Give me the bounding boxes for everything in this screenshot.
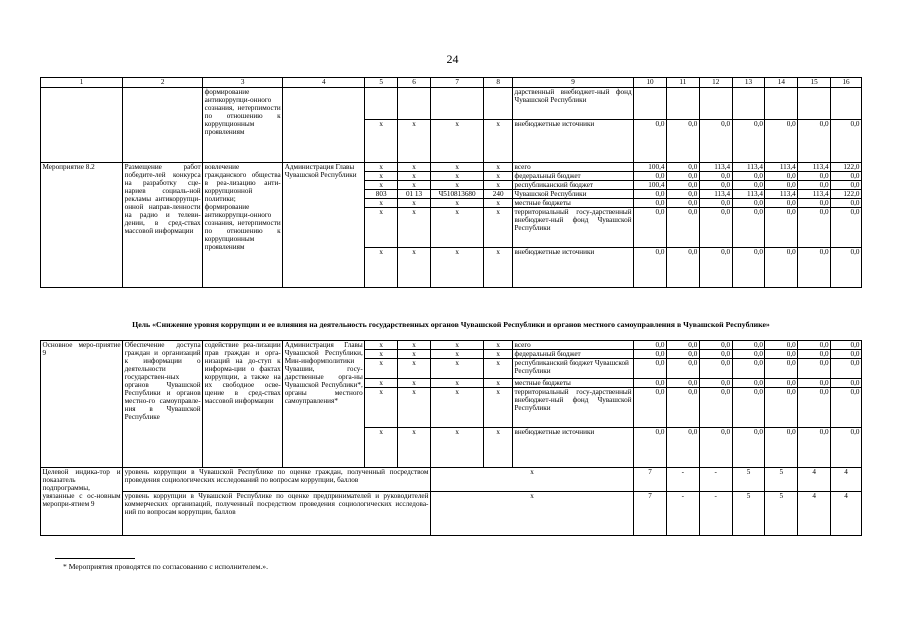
value-cell: 0,0 [634,388,667,428]
value-cell: 0,0 [634,350,667,359]
code-cell: 01 13 [398,190,431,199]
value-cell: 0,0 [666,208,699,248]
code-cell: x [430,379,483,388]
value-cell: 100,4 [634,163,667,172]
code-cell: x [430,428,483,468]
code-cell: x [430,208,483,248]
source-cell: республиканский бюджет Чувашской Республики [513,359,634,379]
code-cell: x [365,341,398,350]
col-number: 15 [798,78,831,88]
code-cell: x [398,248,431,288]
value-cell: 0,0 [831,350,862,359]
value-cell: 0,0 [699,120,732,163]
col-number: 9 [513,78,634,88]
indicator-value: - [699,492,732,536]
empty-cell [634,88,667,120]
goal-heading: Цель «Снижение уровня коррупции и ее влияния на деятельность государственных органов Чувашской Республики и органов местного самоуправления в Чувашской Республике» [132,320,770,329]
value-cell: 0,0 [699,379,732,388]
value-cell: 0,0 [699,428,732,468]
value-cell: 0,0 [666,350,699,359]
code-cell: x [365,379,398,388]
value-cell: 0,0 [765,208,798,248]
code-cell: x [398,350,431,359]
col-number: 14 [765,78,798,88]
indicator-text: уровень коррупции в Чувашской Республике по оценке предпринимателей и руководителей коммерческих организаций, полученный посредством проведения социологических исследова-ний по вопросам коррупции, баллов [123,492,431,536]
empty-cell [398,88,431,120]
table-row [41,341,862,350]
code-cell: x [365,172,398,181]
indicator-value: - [666,492,699,536]
indicator-value: 7 [634,492,667,536]
value-cell: 113,4 [798,190,831,199]
source-cell: внебюджетные источники [513,120,634,163]
source-cell: всего [513,341,634,350]
source-cell: территориальный госу-дарственный внебюджет-ный фонд Чувашской Республики [513,208,634,248]
code-cell: x [430,172,483,181]
value-cell: 0,0 [666,341,699,350]
code-cell: x [365,350,398,359]
value-cell: 0,0 [666,379,699,388]
value-cell: 113,4 [732,163,765,172]
code-cell: x [398,341,431,350]
value-cell: 122,0 [831,190,862,199]
col-number: 5 [365,78,398,88]
value-cell: 0,0 [732,350,765,359]
code-cell: x [398,199,431,208]
indicator-row [41,492,862,536]
code-cell: x [398,172,431,181]
value-cell: 0,0 [831,428,862,468]
indicator-value: 4 [831,468,862,492]
value-cell: 0,0 [798,341,831,350]
value-cell: 0,0 [765,120,798,163]
value-cell: 0,0 [699,248,732,288]
footnote: * Мероприятия проводятся по согласованию с исполнителем.». [63,562,268,571]
empty-cell [666,88,699,120]
value-cell: 0,0 [666,181,699,190]
value-cell: 0,0 [765,248,798,288]
indicator-value: 4 [798,468,831,492]
code-cell: x [484,341,513,350]
main-event-desc: Обеспечение доступа граждан и организаций к информации о деятельности государствен-ных органов Чувашской Республики и органов местно-го самоуправле-ния в Чувашской Республике [123,341,203,468]
value-cell: 0,0 [831,248,862,288]
empty-cell [484,88,513,120]
source-cell: всего [513,163,634,172]
value-cell: 0,0 [831,208,862,248]
code-cell: x [398,163,431,172]
code-cell: Ч510813680 [430,190,483,199]
value-cell: 0,0 [732,359,765,379]
source-cell: дарственный внебюджет-ный фонд Чувашской Республики [513,88,634,120]
code-cell: x [484,248,513,288]
value-cell: 0,0 [699,388,732,428]
value-cell: 113,4 [765,163,798,172]
indicator-x: x [430,468,633,492]
indicator-value: 4 [831,492,862,536]
main-event-goal: содействие реа-лизации прав граждан и орга-низаций на до-ступ к информа-ции о фактах коррупции, а также на их свободное осве-щение в сред-ствах массовой информации [203,341,283,468]
code-cell: x [484,181,513,190]
col-number: 2 [123,78,203,88]
value-cell: 0,0 [831,120,862,163]
code-cell: x [365,199,398,208]
code-cell: x [430,248,483,288]
value-cell: 0,0 [765,359,798,379]
code-cell: x [365,163,398,172]
value-cell: 100,4 [634,181,667,190]
table-row [41,88,862,120]
source-cell: территориальный госу-дарственный внебюджет-ный фонд Чувашской Республики [513,388,634,428]
event-exec: Администрация Главы Чувашской Республики [283,163,365,288]
empty-cell [831,88,862,120]
value-cell: 0,0 [831,172,862,181]
value-cell: 0,0 [634,341,667,350]
value-cell: 0,0 [634,248,667,288]
code-cell: x [398,359,431,379]
code-cell: x [398,208,431,248]
empty-cell [123,88,203,163]
value-cell: 0,0 [732,388,765,428]
code-cell: x [430,359,483,379]
value-cell: 0,0 [831,359,862,379]
code-cell: x [398,379,431,388]
col-number: 11 [666,78,699,88]
empty-cell [41,88,123,163]
value-cell: 0,0 [634,208,667,248]
value-cell: 113,4 [699,190,732,199]
budget-table-top [40,77,862,288]
indicator-value: 5 [732,492,765,536]
value-cell: 0,0 [666,163,699,172]
value-cell: 0,0 [831,181,862,190]
value-cell: 0,0 [699,341,732,350]
source-cell: республиканский бюджет [513,181,634,190]
value-cell: 0,0 [732,199,765,208]
code-cell: x [484,172,513,181]
value-cell: 0,0 [798,199,831,208]
code-cell: x [484,199,513,208]
value-cell: 0,0 [765,199,798,208]
value-cell: 113,4 [732,190,765,199]
value-cell: 0,0 [765,350,798,359]
value-cell: 0,0 [666,388,699,428]
value-cell: 0,0 [634,379,667,388]
value-cell: 0,0 [732,172,765,181]
value-cell: 0,0 [831,341,862,350]
code-cell: x [398,120,431,163]
source-cell: внебюджетные источники [513,428,634,468]
value-cell: 0,0 [732,208,765,248]
code-cell: x [484,388,513,428]
value-cell: 113,4 [798,163,831,172]
indicator-value: - [699,468,732,492]
indicator-x: x [430,492,633,536]
value-cell: 0,0 [765,428,798,468]
value-cell: 113,4 [765,190,798,199]
value-cell: 0,0 [765,341,798,350]
empty-cell [699,88,732,120]
value-cell: 0,0 [798,359,831,379]
event-desc: Размещение работ победите-лей конкурса на разработку сце-нариев социаль-ной рекламы антикоррупци-онной направ-ленности на радио и телеви-дении, в сред-ствах массовой информации [123,163,203,288]
col-number: 12 [699,78,732,88]
goal-cell: формирование антикоррупци-онного сознания, нетерпимости по отношению к коррупционным проявлениям [203,88,283,163]
main-event-exec: Администрация Главы Чувашской Республики, Мин-информполитики Чувашии, госу-дарственные орга-ны Чувашской Республики*, органы местного самоуправления* [283,341,365,468]
code-cell: x [398,181,431,190]
main-event-name: Основное меро-приятие 9 [41,341,123,468]
value-cell: 0,0 [666,248,699,288]
col-number: 8 [484,78,513,88]
column-number-row [41,78,862,88]
col-number: 1 [41,78,123,88]
page-number: 24 [446,52,459,66]
value-cell: 0,0 [831,199,862,208]
col-number: 7 [430,78,483,88]
code-cell: x [430,199,483,208]
value-cell: 0,0 [798,428,831,468]
source-cell: федеральный бюджет [513,172,634,181]
code-cell: 803 [365,190,398,199]
source-cell: местные бюджеты [513,199,634,208]
code-cell: x [365,388,398,428]
source-cell: федеральный бюджет [513,350,634,359]
code-cell: x [484,379,513,388]
code-cell: x [484,428,513,468]
col-number: 10 [634,78,667,88]
value-cell: 0,0 [732,120,765,163]
empty-cell [365,88,398,120]
value-cell: 0,0 [699,199,732,208]
value-cell: 0,0 [634,359,667,379]
value-cell: 0,0 [666,190,699,199]
value-cell: 0,0 [798,120,831,163]
empty-cell [798,88,831,120]
indicator-value: 5 [765,468,798,492]
value-cell: 0,0 [666,172,699,181]
table-row [41,163,862,172]
indicator-row [41,468,862,492]
value-cell: 0,0 [765,379,798,388]
value-cell: 0,0 [765,172,798,181]
source-cell: местные бюджеты [513,379,634,388]
value-cell: 0,0 [634,190,667,199]
indicator-value: 5 [765,492,798,536]
value-cell: 0,0 [831,388,862,428]
value-cell: 0,0 [732,379,765,388]
value-cell: 0,0 [699,350,732,359]
value-cell: 0,0 [666,359,699,379]
indicator-text: уровень коррупции в Чувашской Республике по оценке граждан, полученный посредством проведения социологических исследований по вопросам коррупции, баллов [123,468,431,492]
col-number: 6 [398,78,431,88]
code-cell: x [484,350,513,359]
value-cell: 0,0 [798,388,831,428]
empty-cell [765,88,798,120]
code-cell: x [484,208,513,248]
value-cell: 0,0 [765,388,798,428]
indicator-value: - [666,468,699,492]
col-number: 4 [283,78,365,88]
event-name: Мероприятие 8.2 [41,163,123,288]
event-goal: вовлечение гражданского общества в реа-лизацию анти-коррупционной политики; формирование антикоррупци-онного сознания, нетерпимости по отношению к коррупционным проявлениям [203,163,283,288]
value-cell: 113,4 [699,163,732,172]
value-cell: 0,0 [831,379,862,388]
code-cell: x [430,120,483,163]
col-number: 16 [831,78,862,88]
code-cell: x [430,388,483,428]
code-cell: x [430,181,483,190]
code-cell: x [365,120,398,163]
value-cell: 0,0 [732,248,765,288]
code-cell: x [430,163,483,172]
value-cell: 0,0 [798,350,831,359]
code-cell: x [484,120,513,163]
code-cell: x [365,208,398,248]
value-cell: 0,0 [732,428,765,468]
empty-cell [430,88,483,120]
empty-cell [732,88,765,120]
value-cell: 0,0 [634,172,667,181]
value-cell: 0,0 [699,181,732,190]
col-number: 3 [203,78,283,88]
value-cell: 0,0 [798,172,831,181]
footnote-divider [55,558,135,559]
indicator-value: 4 [798,492,831,536]
code-cell: x [365,359,398,379]
value-cell: 0,0 [732,181,765,190]
indicator-value: 5 [732,468,765,492]
source-cell: внебюджетные источники [513,248,634,288]
value-cell: 0,0 [798,208,831,248]
budget-table-bottom [40,340,862,536]
indicator-value: 7 [634,468,667,492]
code-cell: x [430,350,483,359]
value-cell: 0,0 [666,428,699,468]
code-cell: x [398,388,431,428]
col-number: 13 [732,78,765,88]
code-cell: x [484,359,513,379]
value-cell: 122,0 [831,163,862,172]
code-cell: x [430,341,483,350]
code-cell: x [365,181,398,190]
value-cell: 0,0 [699,172,732,181]
value-cell: 0,0 [798,248,831,288]
code-cell: 240 [484,190,513,199]
value-cell: 0,0 [634,199,667,208]
value-cell: 0,0 [798,379,831,388]
value-cell: 0,0 [634,120,667,163]
code-cell: x [398,428,431,468]
value-cell: 0,0 [765,181,798,190]
value-cell: 0,0 [798,181,831,190]
value-cell: 0,0 [732,341,765,350]
value-cell: 0,0 [699,359,732,379]
code-cell: x [365,248,398,288]
source-cell: Чувашской Республики [513,190,634,199]
empty-cell [283,88,365,163]
value-cell: 0,0 [666,199,699,208]
code-cell: x [365,428,398,468]
value-cell: 0,0 [634,428,667,468]
value-cell: 0,0 [666,120,699,163]
code-cell: x [484,163,513,172]
value-cell: 0,0 [699,208,732,248]
indicator-label: Целевой индика-тор и показатель подпрограммы, увязанные с ос-новным меропри-ятием 9 [41,468,123,536]
